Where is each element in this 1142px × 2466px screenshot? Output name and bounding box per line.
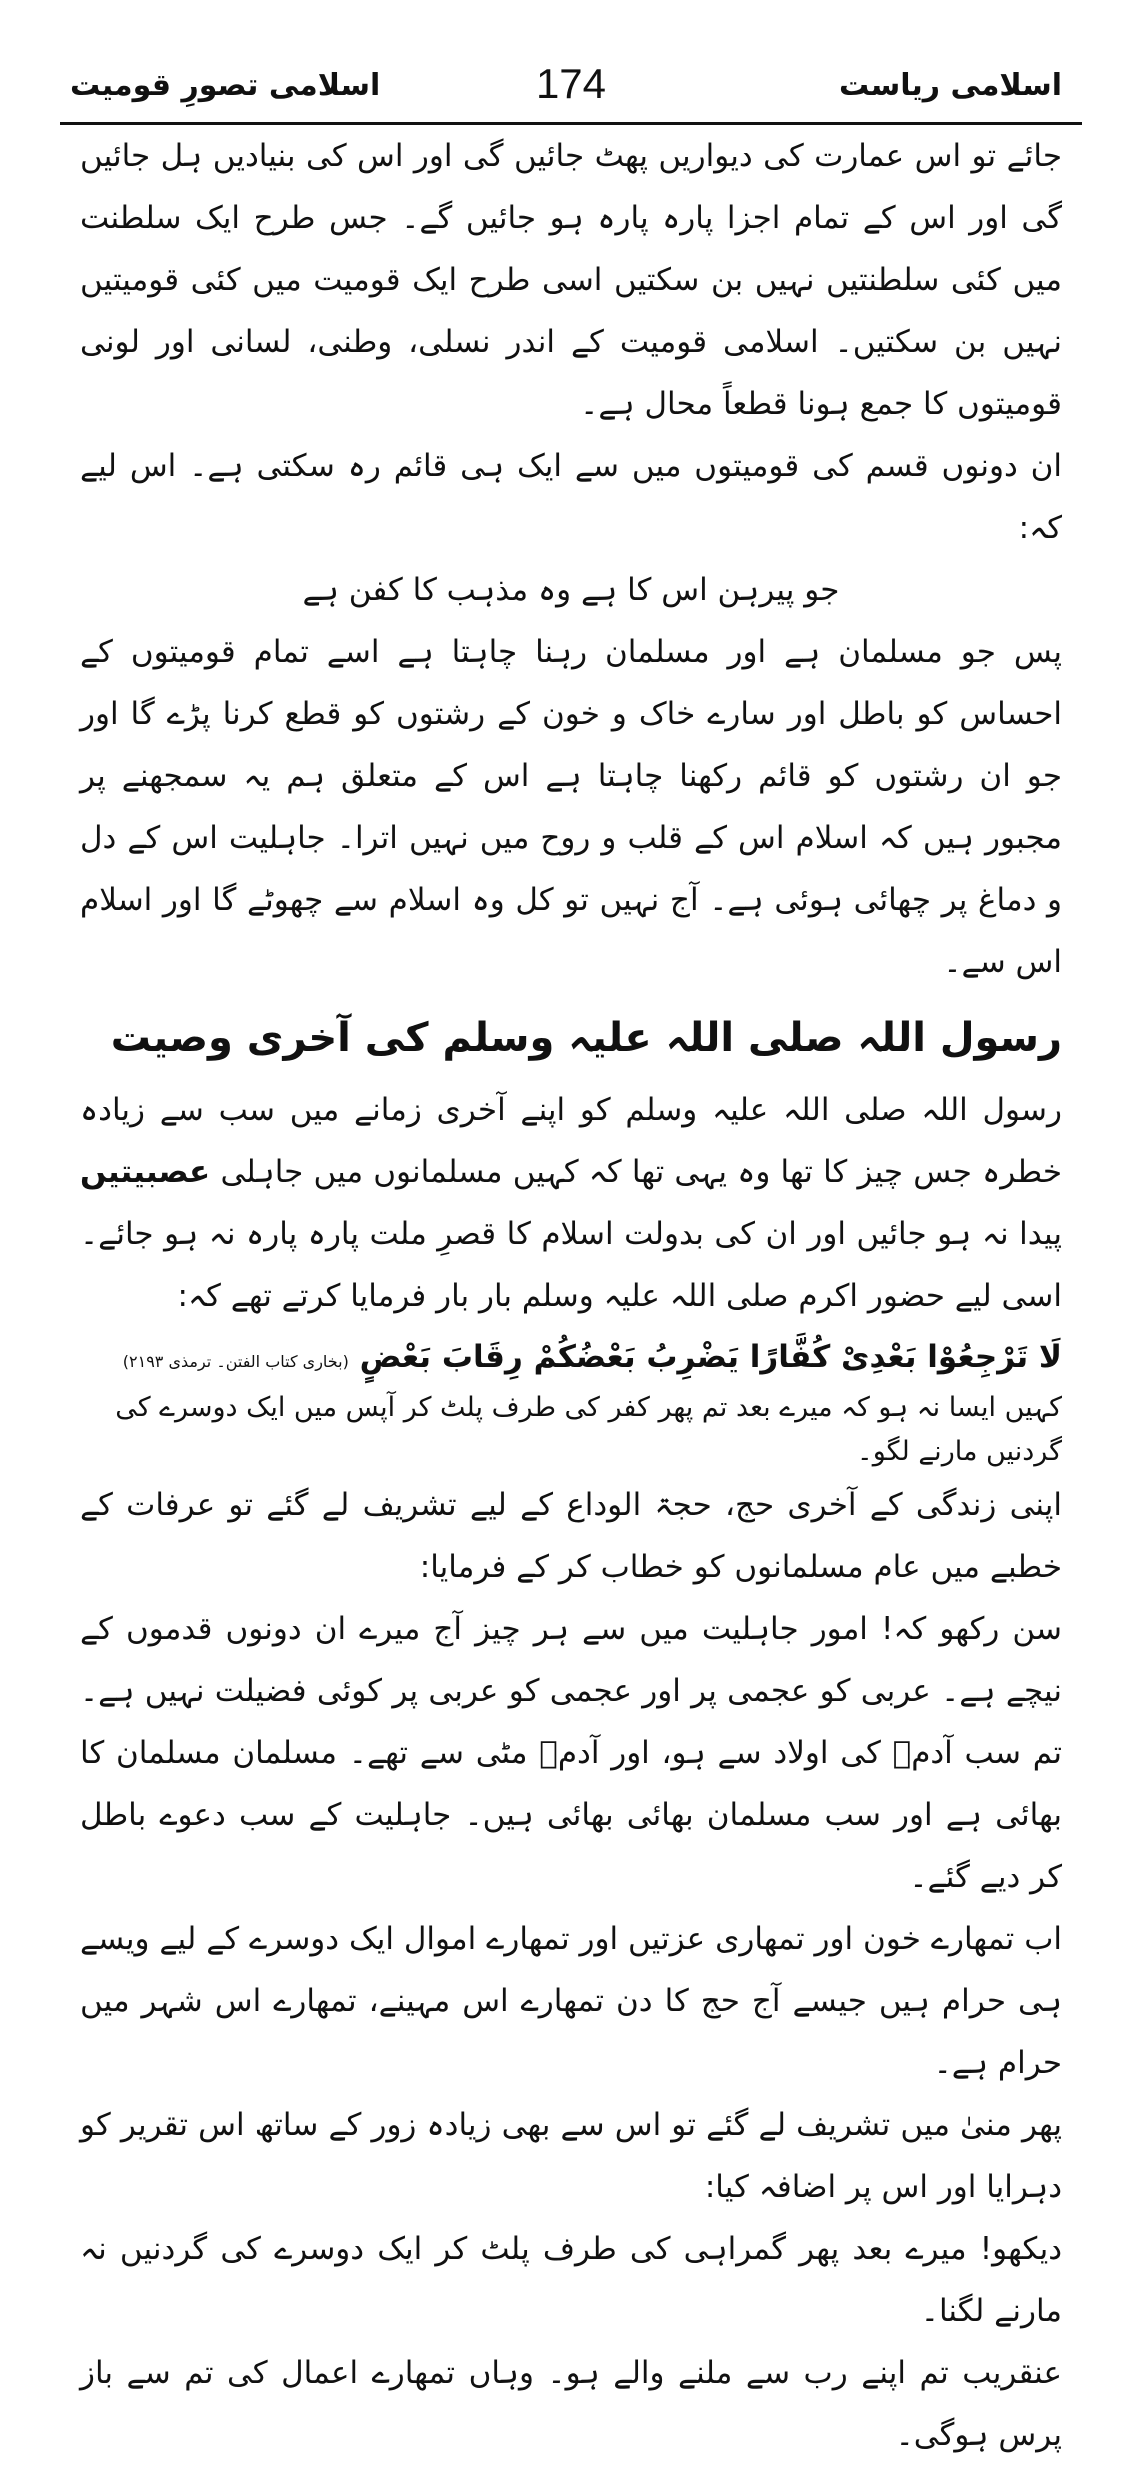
hadith-arabic: [80, 1333, 1062, 1386]
paragraph-6: سن رکھو کہ! امور جاہلیت میں سے ہر چیز آج میرے ان دونوں قدموں کے نیچے ہے۔ عربی کو عجمی پر اور عجمی کو عربی پر کوئی فضیلت نہیں ہے۔ تم سب آدمؑ کی اولاد سے ہو، اور آدمؑ مٹی سے تھے۔ مسلمان مسلمان کا بھائی ہے اور سب مسلمان بھائی بھائی ہیں۔ جاہلیت کے سب دعوے باطل کر دیے گئے۔: [80, 1611, 1062, 1895]
header-book-title: اسلامی ریاست: [839, 68, 1062, 103]
paragraph-2: ان دونوں قسم کی قومیتوں میں سے ایک ہی قائم رہ سکتی ہے۔ اس لیے کہ:: [80, 448, 1062, 546]
poetry-verse: جو پیرہن اس کا ہے وہ مذہب کا کفن ہے: [302, 572, 840, 608]
paragraph-4-part-a: رسول اللہ صلی اللہ علیہ وسلم کو اپنے آخری زمانے میں سب سے زیادہ خطرہ جس چیز کا تھا وہ یہی تھا کہ کہیں مسلمانوں میں جاہلی: [80, 1092, 1062, 1190]
paragraph-5: اپنی زندگی کے آخری حج، حجۃ الوداع کے لیے تشریف لے گئے تو عرفات کے خطبے میں عام مسلمانوں کو خطاب کر کے فرمایا:: [80, 1487, 1062, 1585]
paragraph-4-part-b: پیدا نہ ہو جائیں اور ان کی بدولت اسلام کا قصرِ ملت پارہ پارہ نہ ہو جائے۔ اسی لیے حضور اکرم صلی اللہ علیہ وسلم بار بار فرمایا کرتے تھے کہ:: [80, 1216, 1062, 1314]
hadith-reference: (بخاری کتاب الفتن۔ ترمذی ۲۱۹۳): [122, 1352, 349, 1371]
page-header: [60, 60, 1082, 125]
paragraph-4: [80, 1079, 1062, 1327]
section-heading: رسول اللہ صلی اللہ علیہ وسلم کی آخری وصیت: [110, 1015, 1062, 1061]
paragraph-9: دیکھو! میرے بعد پھر گمراہی کی طرف پلٹ کر ایک دوسرے کی گردنیں نہ مارنے لگنا۔: [80, 2231, 1062, 2329]
paragraph-1: جائے تو اس عمارت کی دیواریں پھٹ جائیں گی اور اس کی بنیادیں ہل جائیں گی اور اس کے تمام اجزا پارہ پارہ ہو جائیں گے۔ جس طرح ایک سلطنت میں کئی سلطنتیں نہیں بن سکتیں اسی طرح ایک قومیت میں کئی قومیتیں نہیں بن سکتیں۔ اسلامی قومیت کے اندر نسلی، وطنی، لسانی اور لونی قومیتوں کا جمع ہونا قطعاً محال ہے۔: [80, 138, 1062, 422]
header-chapter-title: اسلامی تصورِ قومیت: [70, 68, 381, 103]
paragraph-7: اب تمھارے خون اور تمھاری عزتیں اور تمھارے اموال ایک دوسرے کے لیے ویسے ہی حرام ہیں جیسے آج حج کا دن تمھارے اس مہینے، تمھارے اس شہر میں حرام ہے۔: [80, 1921, 1062, 2081]
hadith-arabic-text: لَا تَرْجِعُوْا بَعْدِیْ کُفَّارًا یَضْرِبُ بَعْضُکُمْ رِقَابَ بَعْضٍ: [359, 1339, 1062, 1375]
page-number: 174: [535, 60, 607, 107]
hadith-translation: کہیں ایسا نہ ہو کہ میرے بعد تم پھر کفر کی طرف پلٹ کر آپس میں ایک دوسرے کی گردنیں مارنے لگو۔: [115, 1392, 1062, 1467]
paragraph-4-bold-word: عصبیتیں: [80, 1154, 211, 1190]
paragraph-3: پس جو مسلمان ہے اور مسلمان رہنا چاہتا ہے اسے تمام قومیتوں کے احساس کو باطل اور سارے خاک و خون کے رشتوں کو قطع کرنا پڑے گا اور جو ان رشتوں کو قائم رکھنا چاہتا ہے اس کے متعلق ہم یہ سمجھنے پر مجبور ہیں کہ اسلام اس کے قلب و روح میں نہیں اترا۔ جاہلیت اس کے دل و دماغ پر چھائی ہوئی ہے۔ آج نہیں تو کل وہ اسلام سے چھوٹے گا اور اسلام اس سے۔: [80, 634, 1062, 980]
paragraph-10: عنقریب تم اپنے رب سے ملنے والے ہو۔ وہاں تمھارے اعمال کی تم سے باز پرس ہوگی۔: [80, 2355, 1062, 2453]
page-body: [60, 125, 1082, 2466]
paragraph-8: پھر منیٰ میں تشریف لے گئے تو اس سے بھی زیادہ زور کے ساتھ اس تقریر کو دہرایا اور اس پر اضافہ کیا:: [80, 2107, 1062, 2205]
